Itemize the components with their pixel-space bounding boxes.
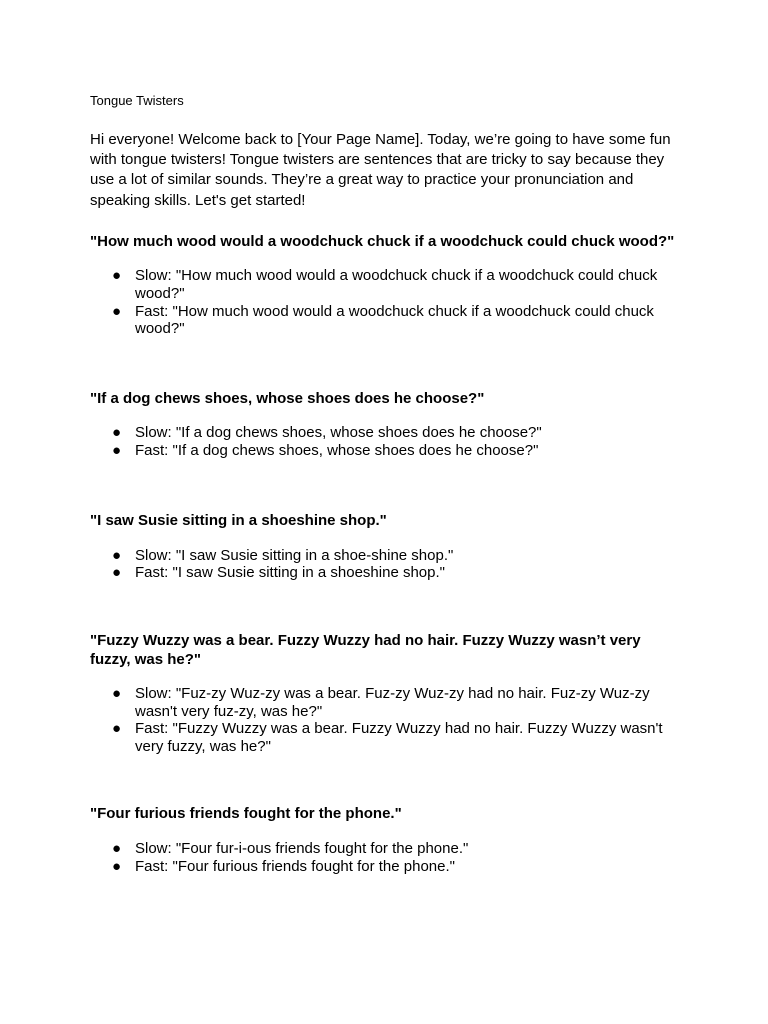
fast-text: Fast: "If a dog chews shoes, whose shoes does he choose?"	[135, 441, 539, 459]
twister-section	[90, 805, 680, 875]
twister-heading: "Fuzzy Wuzzy was a bear. Fuzzy Wuzzy had no hair. Fuzzy Wuzzy wasn’t very fuzzy, was he?"	[90, 632, 641, 668]
bullet-dot-icon: ●	[112, 424, 122, 442]
slow-text: Slow: "How much wood would a woodchuck chuck if a woodchuck could chuck wood?"	[135, 267, 658, 302]
fast-text: Fast: "Four furious friends fought for the phone."	[135, 857, 455, 875]
fast-bullet	[90, 442, 680, 460]
twister-section	[90, 632, 680, 755]
bullet-dot-icon: ●	[112, 302, 122, 320]
twister-section	[90, 512, 680, 582]
fast-text: Fast: "Fuzzy Wuzzy was a bear. Fuzzy Wuzzy had no hair. Fuzzy Wuzzy wasn't very fuzzy, was he?"	[135, 720, 663, 755]
bullet-dot-icon: ●	[112, 441, 122, 459]
fast-bullet	[90, 720, 680, 755]
twister-section	[90, 233, 680, 338]
twister-bullet-list	[90, 840, 680, 875]
fast-text: Fast: "How much wood would a woodchuck chuck if a woodchuck could chuck wood?"	[135, 302, 654, 338]
twister-heading: "If a dog chews shoes, whose shoes does he choose?"	[90, 389, 485, 407]
bullet-dot-icon: ●	[112, 720, 122, 738]
slow-text: Slow: "Fuz-zy Wuz-zy was a bear. Fuz-zy Wuz-zy had no hair. Fuz-zy Wuz-zy wasn't very fuz-zy, was he?"	[135, 685, 650, 720]
slow-bullet	[90, 547, 680, 565]
twister-heading: "I saw Susie sitting in a shoeshine shop."	[90, 512, 387, 530]
bullet-dot-icon: ●	[112, 546, 122, 564]
bullet-dot-icon: ●	[112, 685, 122, 703]
fast-bullet	[90, 303, 680, 338]
bullet-dot-icon: ●	[112, 857, 122, 875]
twister-bullet-list	[90, 547, 680, 582]
slow-text: Slow: "Four fur-i-ous friends fought for the phone."	[135, 839, 469, 857]
twister-heading: "How much wood would a woodchuck chuck if a woodchuck could chuck wood?"	[90, 232, 675, 250]
slow-bullet	[90, 267, 680, 302]
twister-section	[90, 390, 680, 460]
twister-bullet-list	[90, 424, 680, 459]
twister-bullet-list	[90, 267, 680, 337]
document-page	[90, 92, 680, 875]
fast-bullet	[90, 564, 680, 582]
slow-bullet	[90, 685, 680, 720]
slow-bullet	[90, 840, 680, 858]
twister-heading: "Four furious friends fought for the phone."	[90, 805, 402, 823]
bullet-dot-icon: ●	[112, 839, 122, 857]
slow-bullet	[90, 424, 680, 442]
document-title: Tongue Twisters	[90, 93, 184, 108]
fast-text: Fast: "I saw Susie sitting in a shoeshine shop."	[135, 564, 445, 582]
fast-bullet	[90, 858, 680, 876]
intro-paragraph: Hi everyone! Welcome back to [Your Page Name]. Today, we’re going to have some fun with tongue twisters! Tongue twisters are sentences that are tricky to say because they use a lot of similar sounds. They’re a great way to practice your pronunciation and speaking skills. Let's get started!	[90, 131, 671, 209]
bullet-dot-icon: ●	[112, 267, 122, 285]
twister-bullet-list	[90, 685, 680, 755]
slow-text: Slow: "If a dog chews shoes, whose shoes does he choose?"	[135, 424, 542, 442]
slow-text: Slow: "I saw Susie sitting in a shoe-shine shop."	[135, 546, 454, 564]
bullet-dot-icon: ●	[112, 564, 122, 582]
